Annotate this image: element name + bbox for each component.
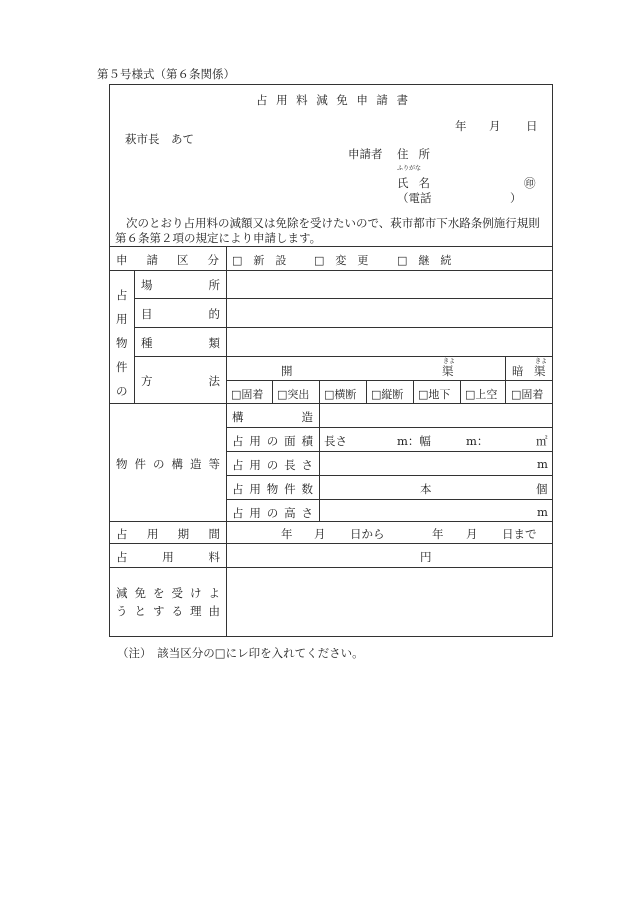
addressee: 萩市長 あて bbox=[125, 132, 194, 146]
application-type-label: 申 請 区 分 bbox=[116, 253, 219, 267]
closed-fixed-checkbox[interactable]: □固着 bbox=[511, 388, 544, 401]
reason-label-line-1: 減 免 を 受 け よ bbox=[116, 586, 220, 600]
length-unit: m bbox=[537, 457, 548, 471]
reason-label-line-2: う と す る 理 由 bbox=[116, 604, 220, 618]
count-hon-label: 本 bbox=[420, 482, 432, 496]
length-label: 占 用 の 長 さ bbox=[232, 458, 313, 472]
height-label: 占 用 の 高 さ bbox=[232, 506, 313, 520]
channel-ruby-closed: きよ bbox=[535, 358, 548, 365]
period-to-year: 年 bbox=[432, 527, 444, 541]
body-text-line-2: 第６条第２項の規定により申請します。 bbox=[115, 231, 322, 245]
form-number-label: 第５号様式（第６条関係） bbox=[97, 67, 235, 81]
date-month-label: 月 bbox=[489, 119, 501, 133]
open-channel-label: 開 bbox=[281, 364, 293, 378]
structure-label: 構 造 bbox=[232, 410, 313, 424]
name-label: 氏 名 bbox=[397, 176, 430, 190]
count-unit: 個 bbox=[536, 482, 548, 496]
phone-open: （電話 bbox=[397, 191, 432, 205]
structure-field[interactable] bbox=[325, 408, 547, 422]
open-protrude-checkbox[interactable]: □突出 bbox=[277, 388, 310, 401]
fee-unit: 円 bbox=[420, 550, 432, 564]
body-text-line-1: 次のとおり占用料の減額又は免除を受けたいので、萩市都市下水路条例施行規則 bbox=[126, 216, 540, 230]
phone-close: ） bbox=[510, 191, 522, 205]
option-change-checkbox[interactable]: □ 変 更 bbox=[314, 254, 369, 267]
applicant-label: 申請者 bbox=[348, 147, 383, 161]
option-new-checkbox[interactable]: □ 新 設 bbox=[232, 254, 287, 267]
reason-field[interactable] bbox=[232, 574, 547, 630]
height-unit: m bbox=[537, 505, 548, 519]
kind-field[interactable] bbox=[232, 337, 547, 351]
method-label: 方 法 bbox=[141, 374, 220, 388]
date-year-label: 年 bbox=[455, 119, 467, 133]
area-m-colon: m： bbox=[466, 434, 489, 448]
channel-char-closed: 渠 bbox=[534, 364, 546, 378]
open-underground-checkbox[interactable]: □地下 bbox=[418, 388, 451, 401]
period-from-month: 月 bbox=[314, 527, 326, 541]
open-crossing-checkbox[interactable]: □横断 bbox=[324, 388, 357, 401]
structure-group-label: 物 件 の 構 造 等 bbox=[116, 457, 220, 471]
occupancy-group-label: 占用物件の bbox=[116, 288, 128, 398]
period-to-day: 日まで bbox=[502, 527, 537, 541]
period-label: 占 用 期 間 bbox=[116, 527, 220, 541]
closed-channel-label: 暗 bbox=[512, 364, 524, 378]
period-to-month: 月 bbox=[466, 527, 478, 541]
open-fixed-checkbox[interactable]: □固着 bbox=[231, 388, 264, 401]
channel-char-open: 渠 bbox=[442, 364, 454, 378]
period-from-day: 日から bbox=[350, 527, 385, 541]
area-width-label: m：幅 bbox=[397, 434, 431, 448]
area-unit: ㎡ bbox=[536, 434, 548, 448]
purpose-label: 目 的 bbox=[141, 307, 220, 321]
name-furigana: ふりがな bbox=[397, 165, 422, 172]
place-field[interactable] bbox=[232, 280, 547, 294]
kind-label: 種 類 bbox=[141, 336, 220, 350]
fee-label: 占 用 料 bbox=[116, 550, 220, 564]
period-from-year: 年 bbox=[281, 527, 293, 541]
address-label: 住 所 bbox=[397, 147, 430, 161]
open-longitudinal-checkbox[interactable]: □縦断 bbox=[371, 388, 404, 401]
form-title: 占 用 料 減 免 申 請 書 bbox=[256, 93, 408, 107]
seal-mark: ㊞ bbox=[524, 176, 536, 190]
purpose-field[interactable] bbox=[232, 308, 547, 322]
note-text: （注） 該当区分の□にレ印を入れてください。 bbox=[117, 646, 364, 660]
place-label: 場 所 bbox=[141, 278, 220, 292]
date-day-label: 日 bbox=[526, 119, 538, 133]
open-overhead-checkbox[interactable]: □上空 bbox=[465, 388, 498, 401]
area-length-label: 長さ bbox=[324, 434, 347, 448]
option-continue-checkbox[interactable]: □ 継 続 bbox=[397, 254, 452, 267]
count-label: 占 用 物 件 数 bbox=[232, 482, 313, 496]
area-label: 占 用 の 面 積 bbox=[232, 434, 313, 448]
channel-ruby-open: きよ bbox=[443, 358, 456, 365]
